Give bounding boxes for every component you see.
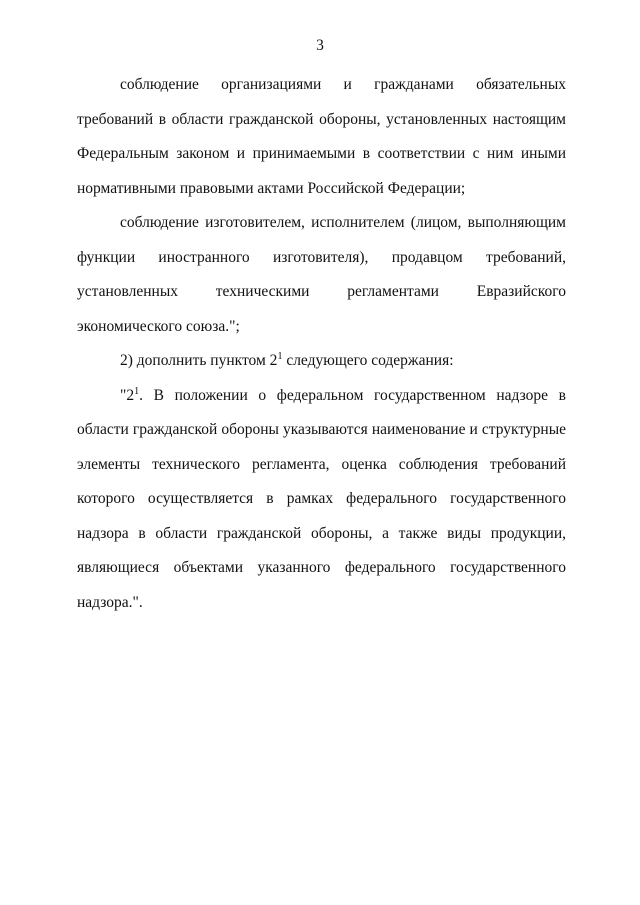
clause-2-1-superscript: 1	[134, 385, 140, 397]
paragraph-add-clause	[77, 344, 566, 379]
clause-2-1-text-end: . В положении о федеральном государственном надзоре в области гражданской обороны указываются наименование и структурные элементы технического регламента, оценка соблюдения требований которого осуществляется в рамках федерального государственного надзора в области гражданской обороны, а также виды продукции, являющиеся объектами указанного федерального государственного надзора.".	[77, 386, 566, 611]
add-clause-text-start: 2) дополнить пунктом 2	[120, 352, 278, 369]
add-clause-text-end: следующего содержания:	[282, 352, 454, 369]
document-body	[77, 68, 566, 620]
paragraph-clause-2-1	[77, 379, 566, 621]
clause-2-1-text-start: "2	[120, 386, 135, 404]
page-number: 3	[316, 37, 324, 54]
add-clause-superscript: 1	[277, 351, 283, 362]
paragraph-compliance-manufacturers: соблюдение изготовителем, исполнителем (лицом, выполняющим функции иностранного изготовителя), продавцом требований, установленных техническими регламентами Евразийского экономического союза.";	[77, 214, 566, 335]
paragraph-compliance-organizations: соблюдение организациями и гражданами обязательных требований в области гражданской обороны, установленных настоящим Федеральным законом и принимаемыми в соответствии с ним иными нормативными правовыми актами Российской Федерации;	[77, 76, 566, 197]
